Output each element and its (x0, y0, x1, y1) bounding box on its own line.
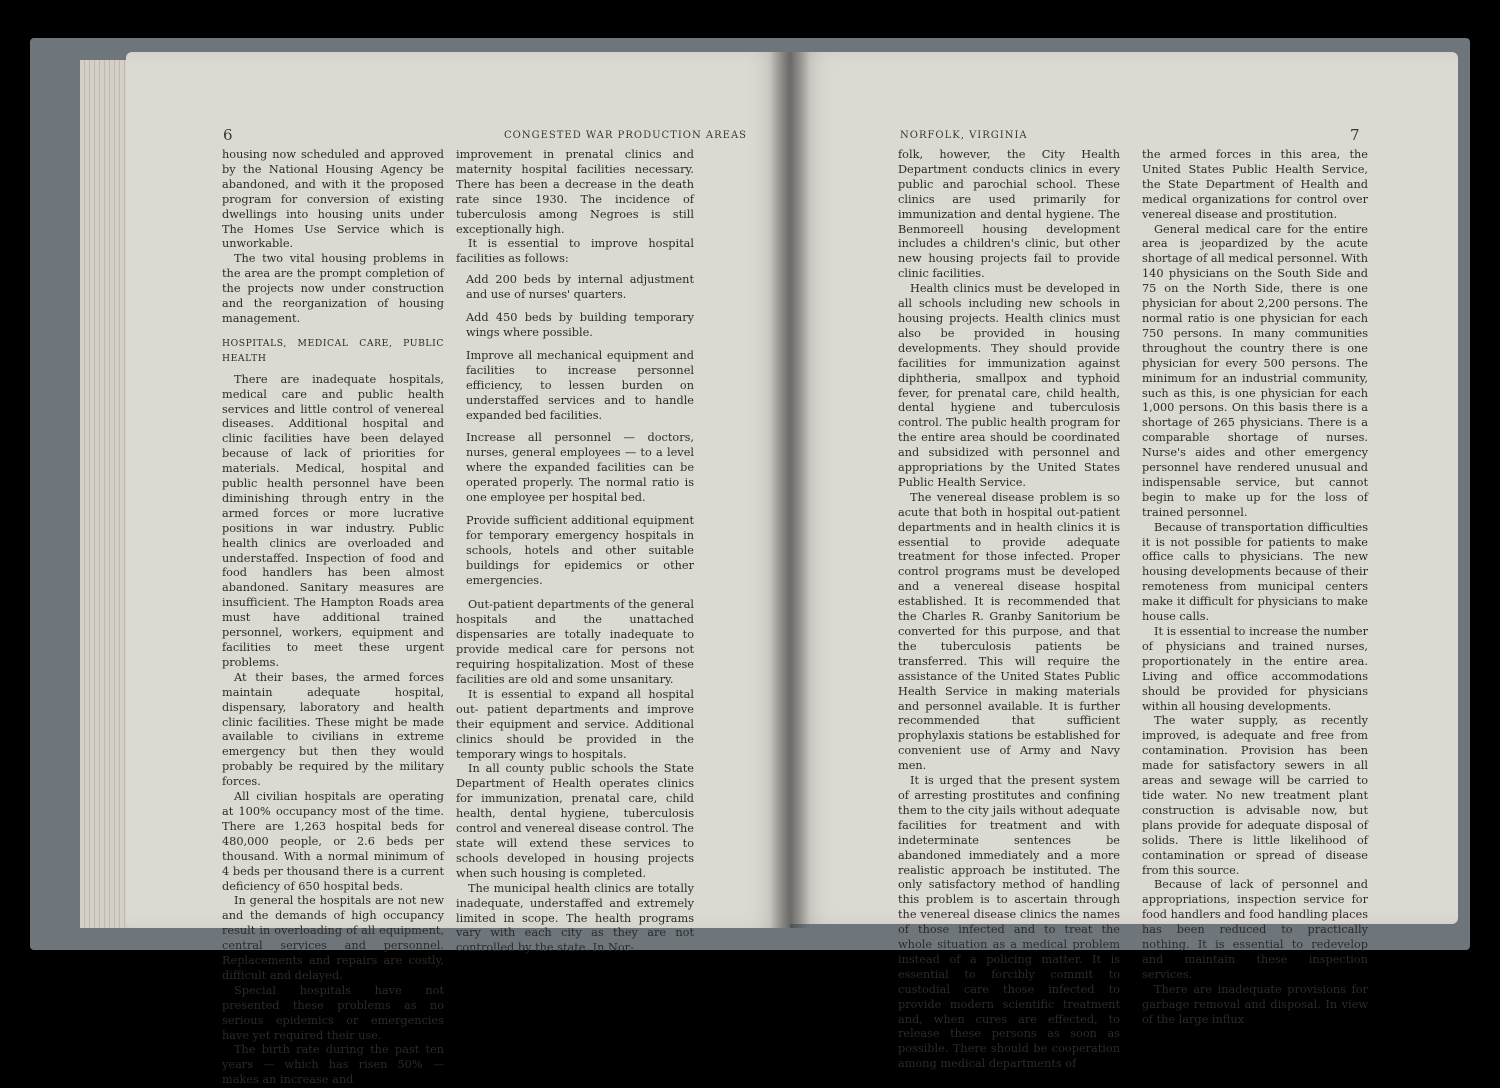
left-page (126, 52, 790, 1087)
paragraph: Because of transportation difficulties it is not possible for patients to make office calls to physicians. The new housing developments because of their remoteness from municipal centers make it difficult for physicians to make house calls. (1142, 520, 1368, 624)
paragraph: General medical care for the entire area is jeopardized by the acute shortage of all medical personnel. With 140 physicians on the South Side and 75 on the North Side, there is one physician for about 2,200 persons. The normal ratio is one physician for each 750 persons. In many communities throughout the country there is one physician for every 500 persons. The minimum for an industrial community, such as this, is one physician for each 1,000 persons. On this basis there is a shortage of 265 physicians. There is a comparable shortage of nurses. Nurse's aides and other emergency personnel have rendered unusual and indispensable service, but cannot begin to make up for the loss of trained personnel. (1142, 222, 1368, 519)
paragraph: The two vital housing problems in the area are the prompt completion of the projects now under construction and the reorganization of housing management. (222, 252, 444, 325)
paragraph: There are inadequate provisions for garbage removal and disposal. In view of the large influx (1142, 982, 1368, 1026)
paragraph: Out-patient departments of the general hospitals and the unattached dispensaries are totally inadequate to provide medical care for persons not requiring hospitalization. Most of these facilities are old and some unsanitary. (456, 598, 694, 686)
page-number: 6 (223, 126, 233, 144)
paragraph: In general the hospitals are not new and the demands of high occupancy result in overloading of all equipment, central services and personnel. Replacements and repairs are costly, difficult and delayed. (222, 894, 444, 982)
paragraph: The water supply, as recently improved, is adequate and free from contamination. Provision has been made for satisfactory sewers in all areas and sewage will be carried to tide water. No new treatment plant construction is advisable now, but plans provide for adequate disposal of solids. There is little likelihood of contamination or spread of disease from this source. (1142, 714, 1368, 877)
paragraph: folk, however, the City Health Department conducts clinics in every public and parochial school. These clinics are used primarily for immunization and dental hygiene. The Benmoreell housing development includes a children's clinic, but other new housing projects fail to provide clinic facilities. (898, 148, 1120, 281)
left-column-1 (222, 148, 444, 1088)
paragraph: At their bases, the armed forces maintain adequate hospital, dispensary, laboratory and health clinic facilities. These might be made available to civilians in extreme emergency but then they would probably be required by the military forces. (222, 670, 444, 789)
paragraph: It is essential to expand all hospital out- patient departments and improve their equipment and service. Additional clinics should be provided in the temporary wings to hospitals. (456, 687, 694, 761)
list-item: Provide sufficient additional equipment for temporary emergency hospitals in schools, hotels and other suitable buildings for epidemics or other emergencies. (466, 513, 694, 587)
paragraph: It is essential to increase the number of physicians and trained nurses, proportionately in the entire area. Living and office accommodations should be provided for physicians within all housing developments. (1142, 625, 1368, 713)
paragraph: Health clinics must be developed in all schools including new schools in housing projects. Health clinics must also be provided in housing developments. They should provide facilities for immunization against diphtheria, smallpox and typhoid fever, for prenatal care, child health, dental hygiene and tuberculosis control. The public health program for the entire area should be coordinated and subsidized with personnel and appropriations by the United States Public Health Service. (898, 282, 1120, 489)
book-gutter (770, 52, 810, 928)
list-item: Add 200 beds by internal adjustment and use of nurses' quarters. (466, 273, 694, 302)
paragraph: The venereal disease problem is so acute that both in hospital out-patient departments and in health clinics it is essential to provide adequate treatment for those infected. Proper control programs must be developed and a venereal disease hospital established. It is recommended that the Charles R. Granby Sanitorium be converted for this purpose, and that the tuberculosis patients be transferred. This will require the assistance of the United States Public Health Service in making materials and personnel available. It is further recommended that sufficient prophylaxis stations be established for convenient use of Army and Navy men. (898, 490, 1120, 773)
paragraph: The birth rate during the past ten years — which has risen 50% — makes an increase and (222, 1043, 444, 1087)
paragraph: The municipal health clinics are totally inadequate, understaffed and extremely limited in scope. The health programs vary with each city as they are not controlled by the state. In Nor- (456, 881, 694, 955)
paragraph: It is urged that the present system of arresting prostitutes and confining them to the city jails without adequate facilities for treatment and with indeterminate sentences be abandoned immediately and a more realistic approach be instituted. The only satisfactory method of handling this problem is to ascertain through the venereal disease clinics the names of those infected and to treat the whole situation as a medical problem instead of a policing matter. It is essential to forcibly commit to custodial care those infected to provide modern scientific treatment and, when cures are effected, to release these persons as soon as possible. There should be cooperation among medical departments of (898, 774, 1120, 1071)
left-column-2 (456, 148, 694, 956)
paragraph: housing now scheduled and approved by the National Housing Agency be abandoned, and with it the proposed program for conversion of existing dwellings into housing units under The Homes Use Service which is unworkable. (222, 148, 444, 251)
paragraph: There are inadequate hospitals, medical care and public health services and little control of venereal diseases. Additional hospital and clinic facilities have been delayed because of lack of priorities for materials. Medical, hospital and public health personnel have been diminishing through entry in the armed forces or more lucrative positions in war industry. Public health clinics are overloaded and understaffed. Inspection of food and food handlers has been almost abandoned. Sanitary measures are insufficient. The Hampton Roads area must have additional trained personnel, workers, equipment and facilities to meet these urgent problems. (222, 372, 444, 669)
section-heading: HOSPITALS, MEDICAL CARE, PUBLIC HEALTH (222, 337, 444, 364)
running-head: NORFOLK, VIRGINIA (900, 130, 1028, 141)
paragraph: All civilian hospitals are operating at 100% occupancy most of the time. There are 1,263 hospital beds for 480,000 people, or 2.6 beds per thousand. With a normal minimum of 4 beds per thousand there is a current deficiency of 650 hospital beds. (222, 790, 444, 893)
paragraph: In all county public schools the State Department of Health operates clinics for immunization, prenatal care, child health, dental hygiene, tuberculosis control and venereal disease control. The state will extend these services to schools developed in housing projects when such housing is completed. (456, 762, 694, 880)
paragraph: the armed forces in this area, the United States Public Health Service, the State Department of Health and medical organizations for control over venereal disease and prostitution. (1142, 148, 1368, 221)
list-item: Increase all personnel — doctors, nurses, general employees — to a level where the expanded facilities can be operated properly. The normal ratio is one employee per hospital bed. (466, 431, 694, 505)
page-number: 7 (1350, 126, 1360, 144)
paragraph: Because of lack of personnel and appropriations, inspection service for food handlers and food handling places has been reduced to practically nothing. It is essential to redevelop and maintain these inspection services. (1142, 878, 1368, 981)
paragraph: It is essential to improve hospital facilities as follows: (456, 237, 694, 266)
right-column-1 (898, 148, 1120, 1072)
list-item: Add 450 beds by building temporary wings where possible. (466, 311, 694, 339)
paragraph: Special hospitals have not presented these problems as no serious epidemics or emergencies have yet required their use. (222, 983, 444, 1042)
right-column-2 (1142, 148, 1368, 1027)
paragraph: improvement in prenatal clinics and maternity hospital facilities necessary. There has been a decrease in the death rate since 1930. The incidence of tuberculosis among Negroes is still exceptionally high. (456, 148, 694, 236)
running-head: CONGESTED WAR PRODUCTION AREAS (504, 130, 748, 141)
right-page (790, 52, 1458, 1071)
list-item: Improve all mechanical equipment and facilities to increase personnel efficiency, to lessen burden on understaffed services and to handle expanded bed facilities. (466, 348, 694, 422)
